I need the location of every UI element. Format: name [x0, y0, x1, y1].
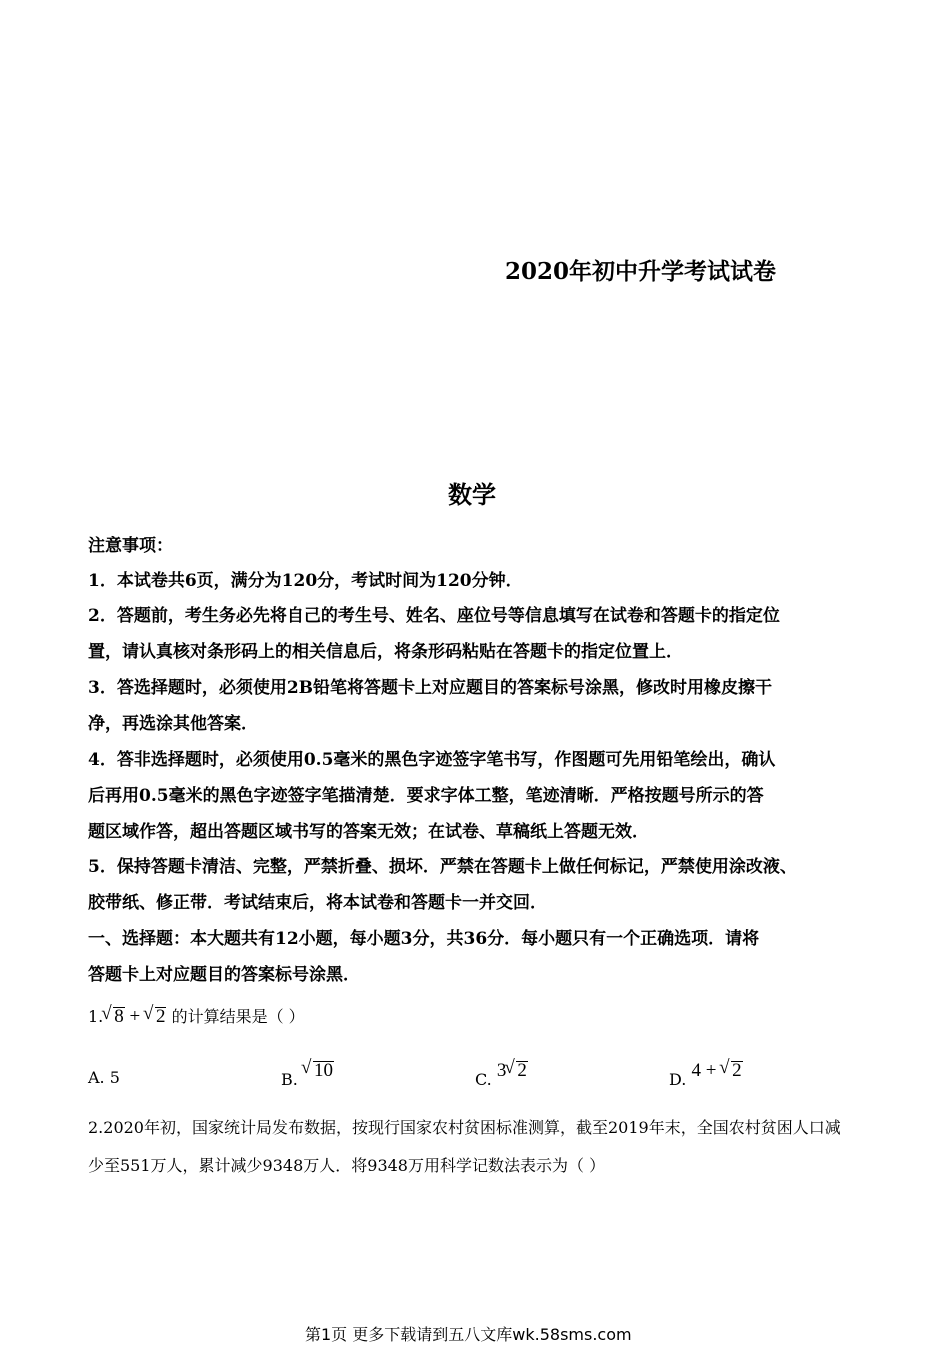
notice-line: 2．答题前，考生务必先将自己的考生号、姓名、座位号等信息填写在试卷和答题卡的指定位: [88, 606, 780, 626]
coefficient: 3: [496, 1060, 507, 1081]
option-a: A. 5: [88, 1068, 120, 1087]
question-1-text: 的计算结果是（ ）: [171, 1007, 305, 1026]
notice-line: 1．本试卷共6页，满分为120分，考试时间为120分钟．: [88, 571, 523, 591]
question-2-line: 少至551万人，累计减少9348万人．将9348万用科学记数法表示为（ ）: [88, 1156, 606, 1175]
notice-line: 3．答选择题时，必须使用2B铅笔将答题卡上对应题目的答案标号涂黑，修改时用橡皮擦干: [88, 678, 773, 698]
notice-line: 题区域作答，超出答题区域书写的答案无效；在试卷、草稿纸上答题无效．: [88, 822, 649, 842]
question-2-line: 2.2020年初，国家统计局发布数据，按现行国家农村贫困标准测算，截至2019年末，全国农村贫困人口减: [88, 1118, 841, 1137]
radicand: 2: [732, 1060, 742, 1081]
option-b: [281, 1060, 334, 1089]
page-footer: 第1页 更多下载请到五八文库wk.58sms.com: [305, 1325, 632, 1344]
radicand: 2: [155, 1006, 166, 1027]
question-1: [88, 1004, 305, 1028]
notice-line: 后再用0.5毫米的黑色字迹签字笔描清楚．要求字体工整，笔迹清晰．严格按题号所示的答: [88, 786, 764, 806]
option-d-prefix: 4 +: [691, 1060, 717, 1081]
radicand: 10: [313, 1060, 333, 1081]
option-d: [669, 1060, 743, 1089]
subject-title: 数学: [448, 480, 496, 509]
notice-line: 置，请认真核对条形码上的相关信息后，将条形码粘贴在答题卡的指定位置上．: [88, 642, 683, 662]
notice-line: 净，再选涂其他答案．: [88, 714, 258, 734]
plus-sign: +: [129, 1006, 141, 1027]
option-c: [475, 1060, 528, 1089]
section-heading: 一、选择题：本大题共有12小题，每小题3分，共36分．每小题只有一个正确选项．请将: [88, 929, 760, 949]
notice-line: 5．保持答题卡清洁、完整，严禁折叠、损坏．严禁在答题卡上做任何标记，严禁使用涂改液、: [88, 857, 797, 877]
option-label: D.: [669, 1070, 687, 1089]
option-label: C.: [475, 1070, 492, 1089]
notice-line: 胶带纸、修正带．考试结束后，将本试卷和答题卡一并交回．: [88, 893, 547, 913]
radicand: 8: [114, 1006, 124, 1027]
question-number: 1.: [88, 1007, 104, 1026]
option-label: B.: [281, 1070, 298, 1089]
section-heading: 答题卡上对应题目的答案标号涂黑．: [88, 965, 360, 985]
notice-heading: 注意事项：: [88, 536, 173, 556]
page-title: 2020年初中升学考试试卷: [505, 258, 777, 285]
notice-line: 4．答非选择题时，必须使用0.5毫米的黑色字迹签字笔书写，作图题可先用铅笔绘出，确认: [88, 750, 776, 770]
radicand: 2: [517, 1060, 527, 1081]
question-1-expression: [103, 1006, 166, 1027]
